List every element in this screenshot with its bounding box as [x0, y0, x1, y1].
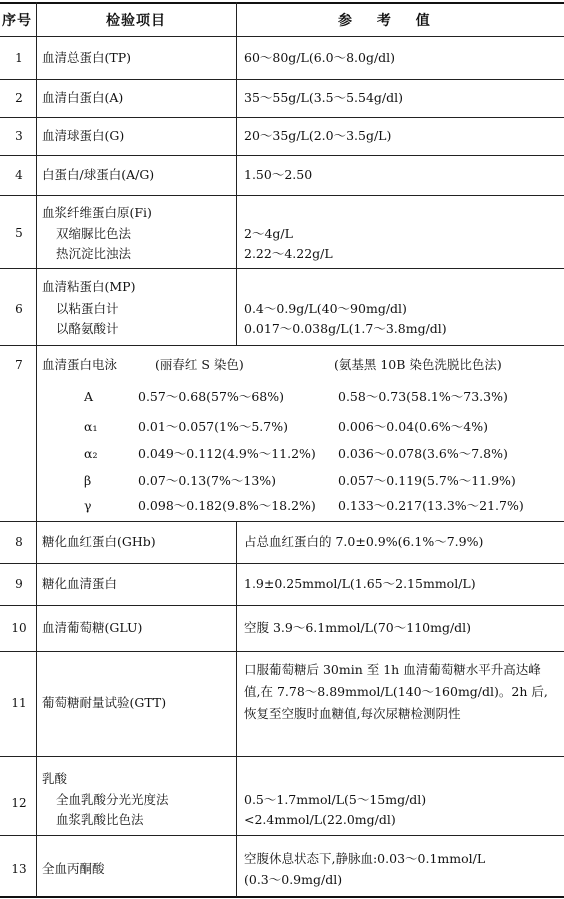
row-divider — [0, 117, 564, 118]
row-divider — [0, 835, 564, 836]
item-name: 血清球蛋白(G) — [42, 128, 125, 143]
item-name: 糖化血清蛋白 — [42, 576, 118, 591]
row-divider — [0, 605, 564, 606]
fraction-value: 0.07～0.13(7%～13%) — [138, 473, 277, 488]
table-bottom-border — [0, 896, 564, 898]
method-label: (丽春红 S 染色) — [155, 357, 244, 372]
fraction-value: 0.098～0.182(9.8%～18.2%) — [138, 498, 316, 513]
sub-item: 全血乳酸分光光度法 — [56, 792, 169, 807]
reference-value: 35～55g/L(3.5～5.54g/dl) — [244, 90, 404, 105]
fraction-name: α₁ — [84, 419, 98, 434]
header-item: 检验项目 — [106, 13, 166, 29]
fraction-value: 0.58～0.73(58.1%～73.3%) — [338, 389, 508, 404]
column-divider — [236, 521, 237, 897]
fraction-value: 0.049～0.112(4.9%～11.2%) — [138, 446, 316, 461]
fraction-value: 0.057～0.119(5.7%～11.9%) — [338, 473, 516, 488]
item-name: 糖化血红蛋白(GHb) — [42, 534, 156, 549]
reference-value: 空腹 3.9～6.1mmol/L(70～110mg/dl) — [244, 620, 472, 635]
sub-item: 以酪氨酸计 — [56, 321, 119, 336]
item-name: 全血丙酮酸 — [42, 861, 105, 876]
fraction-name: A — [84, 389, 94, 404]
fraction-value: 0.133～0.217(13.3%～21.7%) — [338, 498, 524, 513]
item-name: 血清总蛋白(TP) — [42, 50, 132, 65]
row-number: 3 — [15, 129, 23, 143]
row-number: 12 — [11, 796, 27, 810]
row-divider — [0, 155, 564, 156]
header-reference: 参 考 值 — [338, 13, 440, 29]
fraction-value: 0.006～0.04(0.6%～4%) — [338, 419, 488, 434]
row-divider — [0, 79, 564, 80]
row-divider — [0, 651, 564, 652]
fraction-value: 0.01～0.057(1%～5.7%) — [138, 419, 288, 434]
table-top-border — [0, 2, 564, 4]
reference-value: 1.9±0.25mmol/L(1.65～2.15mmol/L) — [244, 576, 476, 591]
row-divider — [0, 521, 564, 522]
row-number: 1 — [15, 51, 23, 65]
reference-value: 0.4～0.9g/L(40～90mg/dl) — [244, 301, 407, 316]
reference-value: 2～4g/L — [244, 226, 293, 241]
reference-value: 1.50～2.50 — [244, 167, 313, 182]
reference-value: 2.22～4.22g/L — [244, 246, 333, 261]
row-number: 13 — [11, 862, 27, 876]
row-number: 11 — [11, 696, 27, 710]
fraction-name: γ — [84, 498, 92, 513]
fraction-value: 0.57～0.68(57%～68%) — [138, 389, 284, 404]
reference-value: 0.017～0.038g/L(1.7～3.8mg/dl) — [244, 321, 447, 336]
reference-value: <2.4mmol/L(22.0mg/dl) — [244, 812, 396, 827]
row-divider — [0, 268, 564, 269]
row-number: 8 — [15, 535, 23, 549]
fraction-name: β — [84, 473, 92, 488]
item-name: 白蛋白/球蛋白(A/G) — [42, 167, 155, 182]
item-name: 乳酸 — [42, 771, 68, 786]
method-label: (氨基黑 10B 染色洗脱比色法) — [334, 357, 502, 372]
fraction-name: α₂ — [84, 446, 98, 461]
item-name: 血清葡萄糖(GLU) — [42, 620, 143, 635]
reference-value: 口服葡萄糖后 30min 至 1h 血清葡萄糖水平升高达峰值,在 7.78～8.89mmol/L(140～160mg/dl)。2h 后,恢复至空腹时血糖值,每次尿糖检测阴性 — [244, 662, 548, 721]
column-divider — [36, 2, 37, 897]
row-divider — [0, 756, 564, 757]
row-number: 7 — [15, 358, 23, 372]
header-seq: 序号 — [2, 13, 32, 29]
item-name: 血清粘蛋白(MP) — [42, 279, 136, 294]
sub-item: 以粘蛋白计 — [56, 301, 119, 316]
fraction-value: 0.036～0.078(3.6%～7.8%) — [338, 446, 508, 461]
reference-value: (0.3～0.9mg/dl) — [244, 872, 343, 887]
row-number: 9 — [15, 577, 23, 591]
row-number: 5 — [15, 226, 23, 240]
reference-value: 0.5～1.7mmol/L(5～15mg/dl) — [244, 792, 427, 807]
row-number: 10 — [11, 621, 27, 635]
item-name: 血清蛋白电泳 — [42, 357, 118, 372]
reference-value: 空腹休息状态下,静脉血:0.03～0.1mmol/L — [244, 851, 486, 866]
row-divider — [0, 195, 564, 196]
row-number: 4 — [15, 168, 23, 182]
sub-item: 血浆乳酸比色法 — [56, 812, 144, 827]
reference-value: 60～80g/L(6.0～8.0g/dl) — [244, 50, 396, 65]
row-divider — [0, 563, 564, 564]
sub-item: 热沉淀比浊法 — [56, 246, 132, 261]
item-name: 血清白蛋白(A) — [42, 90, 124, 105]
reference-value: 20～35g/L(2.0～3.5g/L) — [244, 128, 392, 143]
item-name: 葡萄糖耐量试验(GTT) — [42, 695, 167, 710]
sub-item: 双缩脲比色法 — [56, 226, 132, 241]
column-divider — [236, 2, 237, 345]
row-number: 6 — [15, 302, 23, 316]
header-bottom-border — [0, 36, 564, 37]
reference-value: 占总血红蛋白的 7.0±0.9%(6.1%～7.9%) — [244, 534, 484, 549]
item-name: 血浆纤维蛋白原(Fi) — [42, 205, 152, 220]
row-number: 2 — [15, 91, 23, 105]
row-divider — [0, 345, 564, 346]
